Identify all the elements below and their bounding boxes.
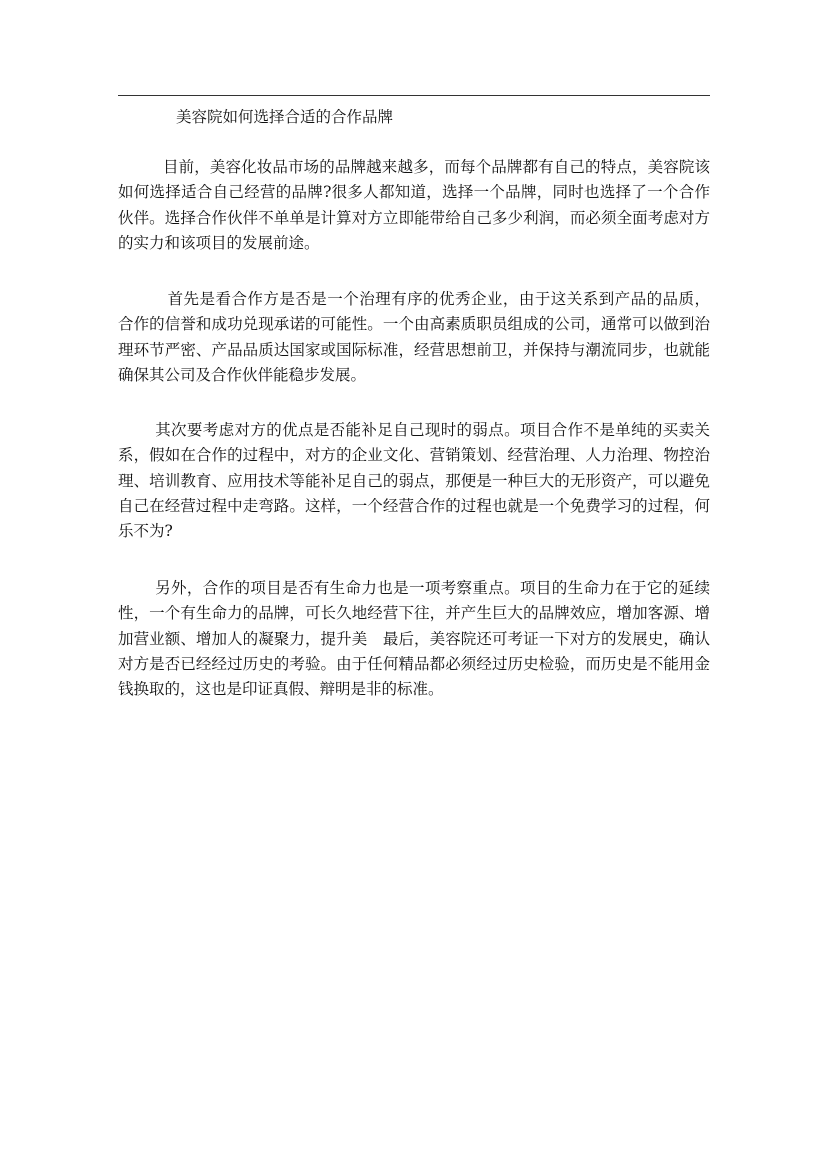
- paragraph-3: 其次要考虑对方的优点是否能补足自己现时的弱点。项目合作不是单纯的买卖关系，假如在合作的过程中，对方的企业文化、营销策划、经营治理、人力治理、物控治理、培训教育、应用技术等能补足自己的弱点，那便是一种巨大的无形资产，可以避免自己在经营过程中走弯路。这样，一个经营合作的过程也就是一个免费学习的过程，何乐不为?: [118, 421, 710, 541]
- paragraph-4: 另外，合作的项目是否有生命力也是一项考察重点。项目的生命力在于它的延续性，一个有生命力的品牌，可长久地经营下往，并产生巨大的品牌效应，增加客源、增加营业额、增加人的凝聚力，提升美 最后，美容院还可考证一下对方的发展史，确认对方是否已经经过历史的考验。由于任何精品都必须经过历史检验，而历史是不能用金钱换取的，这也是印证真假、辩明是非的标准。: [118, 579, 710, 699]
- document-title: 美容院如何选择合适的合作品牌: [176, 108, 394, 126]
- paragraph-2: 首先是看合作方是否是一个治理有序的优秀企业，由于这关系到产品的品质，合作的信誉和成功兑现承诺的可能性。一个由高素质职员组成的公司，通常可以做到治理环节严密、产品品质达国家或国际标准，经营思想前卫，并保持与潮流同步，也就能确保其公司及合作伙伴能稳步发展。: [118, 290, 710, 384]
- header-rule: [118, 95, 710, 96]
- paragraph-1: 目前，美容化妆品市场的品牌越来越多，而每个品牌都有自己的特点，美容院该如何选择适合自己经营的品牌?很多人都知道，选择一个品牌，同时也选择了一个合作伙伴。选择合作伙伴不单单是计算对方立即能带给自己多少利润，而必须全面考虑对方的实力和该项目的发展前途。: [118, 158, 710, 252]
